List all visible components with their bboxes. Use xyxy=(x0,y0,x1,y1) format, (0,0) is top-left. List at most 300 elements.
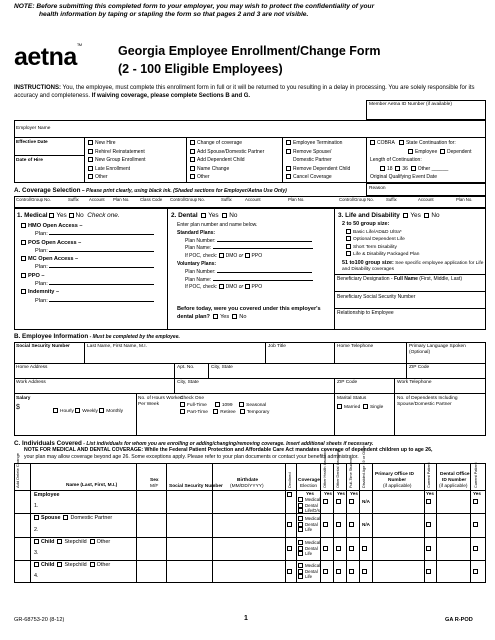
checkbox[interactable] xyxy=(298,497,303,502)
other-label: Other xyxy=(96,539,111,545)
checkbox[interactable] xyxy=(69,213,74,218)
medical-header xyxy=(17,212,120,219)
divider xyxy=(285,463,286,583)
checkbox[interactable] xyxy=(298,574,303,579)
checkbox[interactable] xyxy=(180,402,185,407)
note-line-1: NOTE: Before submitting this completed form to your employer, you may wish to protect the confidentiality of your xyxy=(14,3,375,10)
mf-header: M/F xyxy=(150,484,159,489)
other-dental-header: Other Dental Insurance xyxy=(336,448,340,488)
state-cont-label: State Continuation for: xyxy=(405,140,456,146)
change-coverage-label: Change of coverage xyxy=(197,140,243,146)
coverage-header: Coverage xyxy=(298,478,320,483)
dental-fields xyxy=(177,222,313,292)
checkbox[interactable] xyxy=(190,157,195,162)
disabled-header: Disabled Age 19 or Older xyxy=(362,445,366,488)
section-a-note: – Please print clearly, using black ink. (Shaded sections for Employer/Aetna Use Only) xyxy=(80,188,287,194)
checkbox[interactable] xyxy=(53,408,58,413)
checkbox[interactable] xyxy=(287,522,292,527)
checkbox[interactable] xyxy=(90,539,95,544)
checkbox[interactable] xyxy=(21,273,26,278)
checkbox[interactable] xyxy=(63,515,68,520)
form-subtitle: (2 - 100 Eligible Employees) xyxy=(118,62,283,76)
checkbox[interactable] xyxy=(426,546,431,551)
pos-label: POS Open Access – xyxy=(28,239,82,246)
checkbox[interactable] xyxy=(426,499,431,504)
checkbox[interactable] xyxy=(21,256,26,261)
name-change-label: Name Change xyxy=(197,165,230,172)
checkbox[interactable] xyxy=(286,140,291,145)
birth-format-header: (MM/DD/YYYY) xyxy=(230,484,264,489)
checkbox[interactable] xyxy=(337,404,342,409)
ctrl-header: Suffix xyxy=(68,197,79,202)
checkbox[interactable] xyxy=(287,569,292,574)
checkbox[interactable] xyxy=(34,515,39,520)
dental-prior xyxy=(177,305,321,321)
check-one-label: Check One xyxy=(180,396,204,401)
work-address-label: Work Address xyxy=(16,380,46,385)
checkbox[interactable] xyxy=(34,539,39,544)
checkbox[interactable] xyxy=(346,229,351,234)
page-number: 1 xyxy=(244,615,248,622)
checkbox[interactable] xyxy=(336,569,341,574)
checkbox[interactable] xyxy=(90,562,95,567)
no-label: No xyxy=(431,212,440,219)
ppo-label: PPO xyxy=(251,284,263,291)
checkbox[interactable] xyxy=(21,223,26,228)
ppo-label: PPO – xyxy=(28,272,45,279)
instructions xyxy=(14,84,488,100)
checkbox[interactable] xyxy=(215,402,220,407)
checkbox[interactable] xyxy=(370,140,375,145)
salary-label: Salary xyxy=(16,396,31,401)
dental-header xyxy=(171,212,237,219)
no-label: No xyxy=(239,314,247,320)
life-opt: Life/D/s xyxy=(305,508,320,513)
plan-name-label: Plan Name: xyxy=(185,245,212,252)
checkbox[interactable] xyxy=(57,539,62,544)
note-line-2: health information by taping or stapling the form so that pages 2 and 3 are not visible. xyxy=(39,10,309,18)
checkbox[interactable] xyxy=(286,149,291,154)
checkbox[interactable] xyxy=(323,546,328,551)
checkbox[interactable] xyxy=(473,569,478,574)
divider xyxy=(212,463,213,583)
no-label: No xyxy=(75,212,84,219)
ctrl-header: Account xyxy=(418,197,434,202)
group-100-note: See specific employee application for Life and Disability coverages xyxy=(342,261,484,272)
checkbox[interactable] xyxy=(88,149,93,154)
hourly-label: Hourly xyxy=(60,409,74,414)
checkbox[interactable] xyxy=(222,213,227,218)
cancel-coverage-label: Cancel Coverage xyxy=(293,174,332,180)
cobra-block: COBRA State Continuation for: Employee Dependent Length of Continuation: 18 36 Other ______ Original Qualifying Event Date xyxy=(370,140,472,180)
dental-opt: Dental xyxy=(305,521,318,527)
ctrl-header: Plan No. xyxy=(456,197,473,202)
remove-spouse-label: Remove Spouse/ xyxy=(293,148,332,155)
checkbox[interactable] xyxy=(287,546,292,551)
ppo-label: PPO xyxy=(251,253,263,260)
dental-title: 2. Dental xyxy=(171,212,198,219)
ctrl-header: Plan No. xyxy=(113,197,130,202)
instructions-text: You, the employee, must complete this enrollment form in full or it will be returned to you resulting in a delay in processing. You are solely responsible for its accuracy and completeness. xyxy=(14,85,475,100)
checkbox[interactable] xyxy=(346,236,351,241)
event-col-2 xyxy=(190,139,264,182)
checkbox[interactable] xyxy=(426,569,431,574)
cobra-label: COBRA xyxy=(377,140,395,146)
divider xyxy=(208,363,209,378)
checkbox[interactable] xyxy=(240,409,245,414)
checkbox[interactable] xyxy=(473,522,478,527)
if-poc-label: If POC, check: xyxy=(185,253,218,260)
plan-number-label: Plan Number: xyxy=(185,268,216,275)
other-health-header: Other Health Insurance xyxy=(323,448,327,488)
life-title: 3. Life and Disability xyxy=(338,212,400,219)
medical-opt: Medical xyxy=(305,540,321,545)
job-label: Job Title xyxy=(268,344,286,349)
remove-child-label: Remove Dependent Child xyxy=(293,165,351,172)
divider xyxy=(320,463,321,583)
divider xyxy=(334,208,335,330)
add-spouse-label: Add Spouse/Domestic Partner xyxy=(197,148,265,155)
section-c-line-3: your plan may allow coverage beyond age 26. Some exceptions apply. Please refer to your plan documents or contact your benefits administrator. xyxy=(24,454,359,460)
indemnity-label: Indemnity – xyxy=(28,289,60,296)
checkbox[interactable] xyxy=(346,251,351,256)
dmo-label: DMO xyxy=(225,253,238,260)
checkbox[interactable] xyxy=(298,508,303,513)
checkbox[interactable] xyxy=(213,409,218,414)
checkbox[interactable] xyxy=(323,499,328,504)
divider xyxy=(406,342,407,363)
footer-right: GA R-POD xyxy=(445,617,473,623)
checkbox[interactable] xyxy=(75,408,80,413)
checkbox[interactable] xyxy=(286,166,291,171)
section-c-note: - List individuals for whom you are enrolling or adding/changing/removing coverage. Insert additional sheets if necessary. xyxy=(81,441,374,447)
divider xyxy=(346,463,347,583)
plan-label: Plan: xyxy=(35,231,48,238)
divider xyxy=(14,537,486,538)
checkbox[interactable] xyxy=(298,516,303,521)
termination-label: Employee Termination xyxy=(293,140,343,146)
section-a-title xyxy=(14,187,287,195)
or-label: or xyxy=(238,253,244,260)
event-col-1 xyxy=(88,139,146,182)
rehire-label: Rehire/ Reinstatement xyxy=(95,148,145,155)
checkbox[interactable] xyxy=(426,522,431,527)
divider xyxy=(366,137,367,183)
section-c-heading: C. Individuals Covered xyxy=(14,440,82,447)
primary-lang-label: Primary Language Spoken xyxy=(409,344,466,349)
checkbox[interactable] xyxy=(49,213,54,218)
effective-date-label: Effective Date xyxy=(16,140,48,145)
yes-label: Yes xyxy=(208,212,219,219)
checkbox[interactable] xyxy=(336,499,341,504)
section-c-line-2: NOTE FOR MEDICAL AND DENTAL COVERAGE: While the Federal Patient Protection and Affordable Care Act mandates coverage of dependent children up to age 26, xyxy=(24,447,433,453)
divider xyxy=(14,513,486,514)
single-label: Single xyxy=(369,405,384,410)
temporary-label: Temporary xyxy=(246,410,270,415)
checkbox[interactable] xyxy=(88,174,93,179)
employee-label: Employee xyxy=(415,148,438,155)
divider xyxy=(334,393,335,436)
divider xyxy=(14,378,486,379)
checkbox[interactable] xyxy=(245,284,250,289)
or-label: or xyxy=(238,284,244,291)
divider xyxy=(394,378,395,393)
add-delete-header: Add Delete Change xyxy=(15,453,20,488)
form-code: GR-68753-20 (8-12) xyxy=(14,617,65,623)
divider xyxy=(334,342,335,363)
checkbox[interactable] xyxy=(440,149,445,154)
checkbox[interactable] xyxy=(380,166,385,171)
divider xyxy=(333,463,334,583)
checkbox[interactable] xyxy=(408,149,413,154)
beneficiary-suffix: (First, Middle, Last) xyxy=(417,276,463,282)
plan-label: Plan: xyxy=(35,297,48,304)
home-phone-label: Home Telephone xyxy=(337,344,374,349)
plan-label: Plan: xyxy=(35,264,48,271)
checkbox[interactable] xyxy=(21,289,26,294)
no-label: No xyxy=(229,212,238,219)
checkbox[interactable] xyxy=(21,240,26,245)
member-id-label: Member Aetna ID Number (if available) xyxy=(369,102,452,107)
basic-life-label: Basic Life/AD&D Ultra* xyxy=(353,229,402,235)
beneficiary-label: Beneficiary Designation - xyxy=(337,276,394,282)
birthdate-header: Birthdate xyxy=(237,478,259,483)
ssn-header: Social Security Number xyxy=(169,484,223,489)
life-opt: Life xyxy=(305,551,313,556)
divider xyxy=(470,463,471,583)
reason-label: Reason xyxy=(369,186,386,191)
checkbox[interactable] xyxy=(349,546,354,551)
checkbox[interactable] xyxy=(298,546,303,551)
weekly-label: Weekly xyxy=(82,409,98,414)
divider xyxy=(334,291,486,292)
checkbox[interactable] xyxy=(362,569,367,574)
checkbox[interactable] xyxy=(232,314,237,319)
form-title: Georgia Employee Enrollment/Change Form xyxy=(118,44,381,58)
checkbox[interactable] xyxy=(287,492,292,497)
checkbox[interactable] xyxy=(219,253,224,258)
checkbox[interactable] xyxy=(298,522,303,527)
row-num: 3. xyxy=(34,550,39,556)
domestic-partner-label: Domestic Partner xyxy=(293,157,332,163)
voluntary-label: Voluntary Plans: xyxy=(177,260,217,267)
checkbox[interactable] xyxy=(424,213,429,218)
spouse-label: Spouse/Domestic Partner xyxy=(397,402,452,407)
mc-label: MC Open Access – xyxy=(28,256,79,263)
dental-plan-label: dental plan? xyxy=(177,314,210,320)
checkbox[interactable] xyxy=(88,166,93,171)
checkbox[interactable] xyxy=(363,404,368,409)
checkbox[interactable] xyxy=(362,546,367,551)
checkbox[interactable] xyxy=(298,503,303,508)
if-applicable-header: (if applicable) xyxy=(383,484,412,489)
checkbox[interactable] xyxy=(190,166,195,171)
full-time-label: Full-Time xyxy=(187,403,207,408)
group-100-label: 51 to100 group size: xyxy=(342,260,394,266)
name-label: Last Name, First Name, M.I. xyxy=(87,344,147,349)
checkbox[interactable] xyxy=(323,522,328,527)
logo-text: aetna xyxy=(14,43,77,71)
home-address-label: Home Address xyxy=(16,365,48,370)
checkbox[interactable] xyxy=(411,166,416,171)
checkbox[interactable] xyxy=(180,409,185,414)
checkbox[interactable] xyxy=(336,522,341,527)
checkbox[interactable] xyxy=(298,527,303,532)
checkbox[interactable] xyxy=(190,149,195,154)
length-label: Length of Continuation: xyxy=(370,157,422,163)
checkbox[interactable] xyxy=(88,140,93,145)
checkbox[interactable] xyxy=(298,540,303,545)
divider xyxy=(167,208,168,330)
checkbox[interactable] xyxy=(201,213,206,218)
part-time-label: Part-Time xyxy=(187,410,208,415)
orig-event-label: Original Qualifying Event Date xyxy=(370,174,437,180)
checkbox[interactable] xyxy=(245,253,250,258)
yes-label: Yes xyxy=(56,212,67,219)
divider xyxy=(334,274,486,275)
per-week-label: Per Week xyxy=(138,402,159,407)
work-zip-label: ZIP Code xyxy=(337,380,358,385)
zip-label: ZIP Code xyxy=(409,365,430,370)
plan-name-label: Plan Name: xyxy=(185,276,212,283)
divider xyxy=(14,155,84,156)
na-label: N/A xyxy=(362,499,370,504)
date-of-hire-label: Date of Hire xyxy=(16,158,43,163)
medical-opt: Medical xyxy=(305,516,321,521)
checkbox[interactable] xyxy=(399,140,404,145)
life-100-note xyxy=(342,260,484,273)
std-label: Short Term Disability xyxy=(353,244,397,250)
ctrl-header: Account xyxy=(89,197,105,202)
spouse-label: Spouse xyxy=(41,515,61,521)
if-poc-label: If POC, check: xyxy=(185,284,218,291)
child-label: Child xyxy=(41,562,55,568)
checkbox[interactable] xyxy=(239,402,244,407)
beneficiary-bold: Full Name xyxy=(393,276,418,282)
other-label: Other xyxy=(95,174,108,180)
n1099-label: 1099 xyxy=(221,403,233,408)
ctrl-header: Class Code xyxy=(140,197,163,202)
yes-label: Yes xyxy=(410,212,421,219)
medical-opt: Medical xyxy=(305,497,321,502)
checkbox[interactable] xyxy=(213,314,218,319)
checkbox[interactable] xyxy=(323,569,328,574)
divider xyxy=(334,378,335,393)
checkbox[interactable] xyxy=(298,551,303,556)
section-b-title xyxy=(14,333,180,341)
ssn-label: Social Security Number xyxy=(16,344,70,349)
add-child-label: Add Dependent Child xyxy=(197,157,245,163)
checkbox[interactable] xyxy=(298,569,303,574)
checkbox[interactable] xyxy=(34,562,39,567)
divider xyxy=(282,137,283,183)
checkbox[interactable] xyxy=(395,166,400,171)
employer-name-label: Employer Name xyxy=(16,126,51,131)
checkbox[interactable] xyxy=(349,522,354,527)
checkbox[interactable] xyxy=(336,546,341,551)
checkbox[interactable] xyxy=(403,213,408,218)
section-b-note: - Must be completed by the employee. xyxy=(88,334,180,340)
seasonal-label: Seasonal xyxy=(246,403,267,408)
work-phone-label: Work Telephone xyxy=(397,380,432,385)
declined-header: Declined xyxy=(287,472,292,488)
divider xyxy=(166,463,167,583)
other-label: Other xyxy=(417,165,431,172)
sex-header: Sex xyxy=(150,478,159,483)
standard-label: Standard Plans: xyxy=(177,229,216,236)
life-opt: Life xyxy=(305,527,313,532)
divider xyxy=(394,393,395,436)
hmo-label: HMO Open Access – xyxy=(28,223,83,229)
checkbox[interactable] xyxy=(349,569,354,574)
checkbox[interactable] xyxy=(88,157,93,162)
late-enrollment-label: Late Enrollment xyxy=(95,165,131,172)
checkbox[interactable] xyxy=(190,174,195,179)
m18-label: 18 xyxy=(387,165,393,172)
checkbox[interactable] xyxy=(349,499,354,504)
id-number-header: ID Number xyxy=(442,478,467,483)
relationship-label: Relationship to Employee xyxy=(337,310,394,316)
dollar-label: $ xyxy=(16,404,20,411)
current-patient-header: Current Patient xyxy=(427,462,431,488)
monthly-label: Monthly xyxy=(106,409,123,414)
yes-header: Yes xyxy=(426,491,434,496)
checkbox[interactable] xyxy=(473,546,478,551)
stepchild-label: Stepchild xyxy=(64,562,87,568)
divider xyxy=(174,378,175,393)
checkbox[interactable] xyxy=(99,408,104,413)
checkbox[interactable] xyxy=(190,140,195,145)
dental-opt: Dental xyxy=(305,502,318,508)
divider xyxy=(14,490,486,491)
domestic-label: Domestic Partner xyxy=(70,515,113,521)
life-opt: Life xyxy=(305,574,313,579)
checkbox[interactable] xyxy=(473,499,478,504)
life-header xyxy=(338,212,440,219)
retiree-label: Retiree xyxy=(220,410,236,415)
logo-tm: TM xyxy=(76,42,82,47)
checkbox[interactable] xyxy=(57,562,62,567)
aetna-logo xyxy=(14,43,82,72)
city-label: City, State xyxy=(211,365,233,370)
married-label: Married xyxy=(344,405,361,410)
ctrl-header: Plan No. xyxy=(288,197,305,202)
yes-header: Yes xyxy=(350,491,358,496)
plan-number-label: Plan Number: xyxy=(185,237,216,244)
ctrl-header: Control/Group No. xyxy=(170,197,205,202)
checkbox[interactable] xyxy=(298,563,303,568)
dental-opt: Dental xyxy=(305,545,318,551)
yes-header: Yes xyxy=(306,491,314,496)
divider xyxy=(334,308,486,309)
medical-options xyxy=(21,222,154,305)
medical-title: 1. Medical xyxy=(17,212,48,219)
divider xyxy=(372,463,373,583)
beneficiary-ssn-label: Beneficiary Social Security Number xyxy=(337,294,416,300)
checkbox[interactable] xyxy=(346,244,351,249)
checkbox[interactable] xyxy=(219,284,224,289)
dep-life-label: Optional Dependent Life xyxy=(353,237,405,242)
divider xyxy=(436,463,437,583)
divider xyxy=(359,463,360,583)
divider xyxy=(265,342,266,363)
medical-opt: Medical xyxy=(305,563,321,568)
student-header: Full-Time Student xyxy=(349,458,353,488)
other-label: Other xyxy=(96,562,111,568)
hours-label: No. of Hours Worked xyxy=(138,396,183,401)
checkbox[interactable] xyxy=(286,174,291,179)
divider xyxy=(14,393,486,394)
